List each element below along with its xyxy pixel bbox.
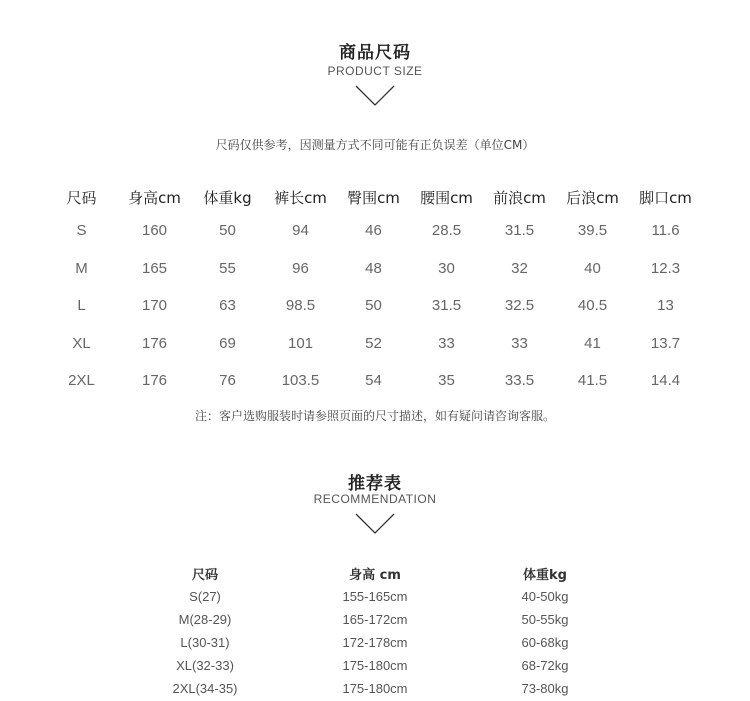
cell: 101 bbox=[287, 334, 314, 352]
cell: 60-68kg bbox=[521, 635, 569, 650]
header-weight: 体重kg bbox=[203, 188, 252, 207]
size-table-header-row bbox=[45, 182, 702, 212]
header-height: 身高 cm bbox=[349, 567, 401, 583]
header-height: 身高cm bbox=[128, 188, 181, 207]
size-table bbox=[45, 182, 702, 400]
cell: 176 bbox=[141, 334, 168, 352]
cell: M(28-29) bbox=[178, 612, 232, 627]
cell: 40-50kg bbox=[521, 589, 569, 604]
recommendation-section-subtitle: RECOMMENDATION bbox=[313, 492, 437, 506]
table-row bbox=[120, 631, 630, 654]
cell: 76 bbox=[219, 372, 236, 390]
cell: 48 bbox=[365, 259, 382, 277]
cell: 39.5 bbox=[577, 222, 608, 240]
cell: 69 bbox=[219, 334, 236, 352]
cell: 63 bbox=[219, 297, 236, 315]
size-section-subtitle: PRODUCT SIZE bbox=[327, 64, 423, 78]
cell: 165 bbox=[141, 259, 168, 277]
cell: 165-172cm bbox=[342, 612, 408, 627]
cell: XL bbox=[72, 334, 91, 352]
cell: 160 bbox=[141, 222, 168, 240]
header-front-rise: 前浪cm bbox=[493, 188, 546, 207]
cell: 33.5 bbox=[504, 372, 535, 390]
cell: 175-180cm bbox=[342, 658, 408, 673]
cell: 68-72kg bbox=[521, 658, 569, 673]
recommendation-table-header-row bbox=[120, 561, 630, 585]
size-note: 尺码仅供参考，因测量方式不同可能有正负误差（单位CM） bbox=[215, 138, 535, 152]
cell: 2XL bbox=[68, 372, 95, 390]
cell: L(30-31) bbox=[180, 635, 230, 650]
cell: 33 bbox=[438, 334, 455, 352]
size-section-title: 商品尺码 bbox=[339, 43, 411, 63]
cell: XL(32-33) bbox=[176, 658, 234, 673]
cell: 94 bbox=[292, 222, 309, 240]
cell: 40 bbox=[584, 259, 601, 277]
size-footnote: 注：客户选购服装时请参照页面的尺寸描述，如有疑问请咨询客服。 bbox=[194, 409, 555, 423]
cell: M bbox=[75, 259, 88, 277]
cell: S bbox=[76, 222, 87, 240]
header-waist: 腰围cm bbox=[420, 188, 473, 207]
cell: 55 bbox=[219, 259, 236, 277]
cell: 175-180cm bbox=[342, 681, 408, 696]
header-weight: 体重kg bbox=[523, 567, 567, 583]
header-size: 尺码 bbox=[191, 567, 218, 583]
recommendation-section-title: 推荐表 bbox=[348, 474, 402, 494]
chevron-down-icon bbox=[355, 512, 395, 536]
cell: 103.5 bbox=[281, 372, 320, 390]
recommendation-table bbox=[120, 561, 630, 700]
cell: 172-178cm bbox=[342, 635, 408, 650]
cell: 46 bbox=[365, 222, 382, 240]
cell: 176 bbox=[141, 372, 168, 390]
cell: 50 bbox=[365, 297, 382, 315]
cell: 50-55kg bbox=[521, 612, 569, 627]
table-row bbox=[120, 677, 630, 700]
table-row bbox=[120, 585, 630, 608]
cell: 98.5 bbox=[285, 297, 316, 315]
cell: 73-80kg bbox=[521, 681, 569, 696]
table-row bbox=[45, 212, 702, 250]
header-leg-opening: 脚口cm bbox=[639, 188, 692, 207]
cell: 40.5 bbox=[577, 297, 608, 315]
cell: 170 bbox=[141, 297, 168, 315]
cell: S(27) bbox=[189, 589, 221, 604]
cell: 32 bbox=[511, 259, 528, 277]
cell: 14.4 bbox=[650, 372, 681, 390]
cell: 41 bbox=[584, 334, 601, 352]
cell: L bbox=[77, 297, 86, 315]
cell: 54 bbox=[365, 372, 382, 390]
cell: 12.3 bbox=[650, 259, 681, 277]
header-hip: 臀围cm bbox=[347, 188, 400, 207]
cell: 13 bbox=[657, 297, 674, 315]
cell: 32.5 bbox=[504, 297, 535, 315]
cell: 52 bbox=[365, 334, 382, 352]
cell: 35 bbox=[438, 372, 455, 390]
cell: 155-165cm bbox=[342, 589, 408, 604]
header-size: 尺码 bbox=[66, 188, 97, 207]
cell: 50 bbox=[219, 222, 236, 240]
table-row bbox=[120, 654, 630, 677]
chevron-down-icon bbox=[355, 84, 395, 108]
cell: 31.5 bbox=[431, 297, 462, 315]
table-row bbox=[45, 250, 702, 288]
header-back-rise: 后浪cm bbox=[566, 188, 619, 207]
table-row bbox=[45, 325, 702, 363]
table-row bbox=[45, 362, 702, 400]
cell: 2XL(34-35) bbox=[172, 681, 238, 696]
header-pants-length: 裤长cm bbox=[274, 188, 327, 207]
cell: 33 bbox=[511, 334, 528, 352]
cell: 28.5 bbox=[431, 222, 462, 240]
cell: 31.5 bbox=[504, 222, 535, 240]
cell: 96 bbox=[292, 259, 309, 277]
cell: 41.5 bbox=[577, 372, 608, 390]
table-row bbox=[120, 608, 630, 631]
cell: 13.7 bbox=[650, 334, 681, 352]
cell: 30 bbox=[438, 259, 455, 277]
cell: 11.6 bbox=[651, 222, 680, 240]
table-row bbox=[45, 287, 702, 325]
